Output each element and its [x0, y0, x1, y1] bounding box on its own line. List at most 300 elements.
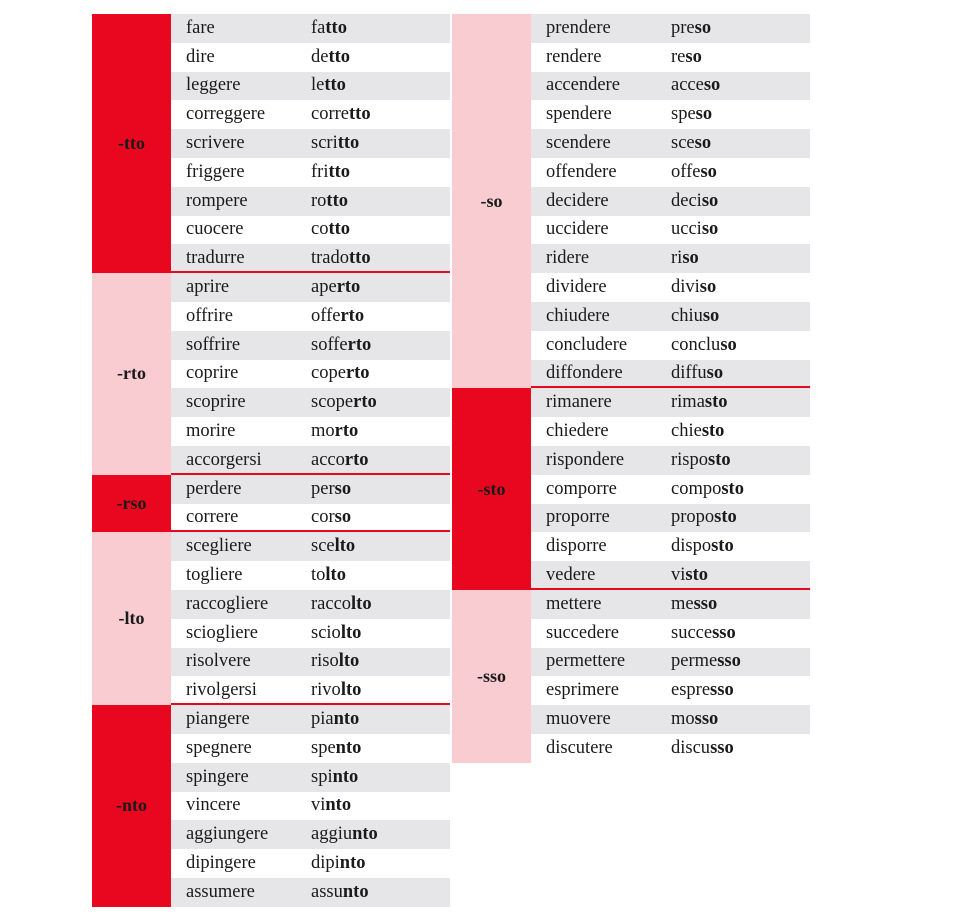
past-participle — [311, 680, 450, 701]
infinitive: soffrire — [186, 334, 241, 355]
participle-stem: co — [311, 219, 329, 240]
past-participle — [671, 536, 810, 557]
participle-ending: rto — [336, 277, 361, 298]
verb-row — [531, 619, 810, 648]
verb-row — [171, 302, 450, 331]
verb-row — [171, 590, 450, 619]
infinitive: diffondere — [546, 363, 623, 384]
infinitive: togliere — [186, 565, 243, 586]
participle-stem: sce — [671, 133, 695, 154]
verb-rows — [171, 273, 450, 475]
infinitive: spendere — [546, 104, 612, 125]
verb-row — [531, 100, 810, 129]
past-participle — [671, 277, 810, 298]
participle-stem: rivo — [311, 680, 341, 701]
infinitive: dire — [186, 46, 215, 67]
participle-ending: nto — [352, 824, 378, 845]
participle-ending: sto — [701, 421, 725, 442]
past-participle — [671, 421, 810, 442]
infinitive: scendere — [546, 133, 611, 154]
verb-row — [171, 129, 450, 158]
past-participle — [671, 306, 810, 327]
past-participle — [311, 75, 450, 96]
suffix-label: -sso — [452, 590, 531, 763]
infinitive: decidere — [546, 190, 609, 211]
infinitive: raccogliere — [186, 593, 269, 614]
participle-ending: sso — [694, 709, 719, 730]
infinitive: spegnere — [186, 737, 252, 758]
past-participle — [311, 277, 450, 298]
past-participle — [671, 450, 810, 471]
past-participle — [671, 18, 810, 39]
infinitive: correre — [186, 507, 239, 528]
participle-stem: scope — [311, 392, 354, 413]
infinitive: correggere — [186, 104, 266, 125]
participle-stem: me — [671, 593, 694, 614]
participle-ending: tto — [325, 17, 347, 38]
past-participle — [311, 219, 450, 240]
suffix-label: -sto — [452, 388, 531, 590]
past-participle — [671, 335, 810, 356]
verb-row — [171, 820, 450, 849]
participle-ending: so — [694, 133, 712, 154]
infinitive: dipingere — [186, 853, 256, 873]
infinitive: disporre — [546, 536, 607, 557]
past-participle — [311, 479, 450, 500]
infinitive: friggere — [186, 161, 245, 182]
infinitive: aprire — [186, 277, 230, 298]
participle-ending: rto — [340, 305, 365, 326]
participle-stem: mo — [311, 421, 335, 442]
participle-stem: espre — [671, 680, 711, 701]
participle-ending: sso — [717, 651, 741, 672]
infinitive: prendere — [546, 17, 611, 38]
infinitive: comporre — [546, 478, 617, 499]
past-participle — [671, 191, 810, 212]
participle-stem: cor — [311, 507, 335, 528]
participle-ending: so — [720, 334, 737, 355]
verb-row — [171, 763, 450, 792]
participle-stem: compo — [671, 478, 722, 499]
past-participle — [671, 709, 810, 730]
past-participle — [311, 162, 450, 183]
past-participle — [671, 219, 810, 240]
verb-row — [171, 100, 450, 129]
participle-stem: ucci — [671, 219, 702, 240]
verb-row — [531, 216, 810, 245]
infinitive: ridere — [546, 248, 590, 269]
participle-ending: so — [334, 507, 352, 528]
participle-ending: sso — [710, 680, 734, 701]
past-participle — [671, 507, 810, 528]
verb-rows — [171, 475, 450, 533]
participle-stem: fa — [311, 17, 326, 38]
participle-ending: nto — [325, 795, 352, 816]
infinitive: esprimere — [546, 680, 619, 701]
infinitive: morire — [186, 421, 236, 442]
verb-row — [171, 331, 450, 360]
participle-ending: tto — [337, 133, 360, 154]
participle-ending: nto — [342, 881, 369, 902]
past-participle — [311, 824, 450, 845]
infinitive: concludere — [546, 334, 628, 355]
participle-stem: riso — [311, 651, 339, 672]
verb-row — [171, 532, 450, 561]
participle-stem: dipi — [311, 853, 340, 873]
participle-ending: lto — [340, 622, 362, 643]
participle-stem: fri — [311, 161, 329, 182]
verb-row — [531, 388, 810, 417]
past-participle — [311, 565, 450, 586]
participle-ending: nto — [332, 766, 359, 787]
verb-rows — [171, 14, 450, 273]
past-participle — [311, 104, 450, 125]
past-participle — [671, 623, 810, 644]
infinitive: leggere — [186, 75, 241, 96]
past-participle — [671, 738, 810, 759]
verb-row — [171, 561, 450, 590]
participle-ending: sso — [693, 593, 718, 614]
participle-stem: per — [311, 478, 335, 499]
verb-row — [531, 446, 810, 475]
infinitive: scoprire — [186, 392, 246, 413]
participle-stem: cope — [311, 363, 346, 384]
participle-stem: ape — [311, 277, 337, 298]
participle-ending: so — [703, 75, 721, 96]
verb-row — [171, 14, 450, 43]
past-participle — [311, 133, 450, 154]
infinitive: fare — [186, 17, 215, 38]
verb-rows — [171, 532, 450, 705]
suffix-group-lto — [92, 532, 452, 705]
verb-row — [531, 504, 810, 533]
verb-row — [531, 676, 810, 705]
past-participle — [671, 594, 810, 615]
verb-row — [531, 705, 810, 734]
participle-stem: re — [671, 46, 686, 67]
participle-ending: so — [682, 248, 699, 269]
participle-ending: tto — [328, 46, 351, 67]
verb-row — [171, 705, 450, 734]
verb-row — [171, 619, 450, 648]
past-participle — [671, 392, 810, 413]
participle-stem: pia — [311, 709, 334, 730]
past-participle — [311, 709, 450, 730]
participle-ending: rto — [353, 392, 377, 413]
verb-row — [531, 532, 810, 561]
participle-stem: ro — [311, 190, 327, 211]
infinitive: rimanere — [546, 392, 612, 413]
participle-ending: tto — [328, 161, 351, 182]
verb-row — [171, 43, 450, 72]
infinitive: chiudere — [546, 305, 610, 326]
past-participle — [311, 594, 450, 615]
participle-stem: discu — [671, 737, 711, 758]
past-participle — [311, 651, 450, 672]
infinitive: assumere — [186, 881, 255, 902]
past-participle — [311, 392, 450, 413]
participle-stem: chie — [671, 421, 702, 442]
suffix-group-so — [452, 14, 812, 388]
verb-row — [171, 475, 450, 504]
infinitive: succedere — [546, 622, 619, 643]
participle-stem: succe — [671, 622, 713, 643]
infinitive: piangere — [186, 709, 250, 730]
participle-stem: rima — [671, 392, 705, 413]
participle-ending: so — [699, 277, 717, 298]
participle-ending: sso — [710, 737, 734, 758]
past-participle — [311, 507, 450, 528]
participle-ending: rto — [345, 363, 370, 384]
participle-stem: racco — [311, 593, 352, 614]
participle-ending: tto — [324, 75, 346, 96]
participle-stem: corre — [311, 104, 349, 125]
infinitive: scrivere — [186, 133, 245, 154]
suffix-group-sso — [452, 590, 812, 763]
suffix-label: -lto — [92, 532, 171, 705]
verb-row — [171, 849, 450, 878]
infinitive: tradurre — [186, 248, 245, 269]
verb-row — [171, 158, 450, 187]
participle-ending: nto — [335, 737, 362, 758]
participle-ending: tto — [349, 248, 371, 269]
verb-row — [171, 676, 450, 705]
participle-ending: lto — [334, 536, 356, 557]
past-participle — [311, 191, 450, 212]
verb-row — [171, 417, 450, 446]
participle-ending: so — [701, 190, 719, 211]
participle-ending: sto — [711, 536, 734, 557]
verb-row — [531, 360, 810, 389]
participle-stem: acco — [311, 449, 345, 470]
participle-stem: le — [311, 75, 325, 96]
participle-stem: pre — [671, 17, 695, 38]
verb-row — [171, 504, 450, 533]
participle-ending: lto — [351, 593, 372, 614]
infinitive: muovere — [546, 709, 611, 730]
past-participle — [311, 47, 450, 68]
participle-stem: dispo — [671, 536, 712, 557]
participle-stem: mo — [671, 709, 695, 730]
participle-ending: so — [702, 305, 720, 326]
past-participle — [671, 248, 810, 269]
participle-stem: aggiu — [311, 824, 353, 845]
past-participle — [311, 738, 450, 759]
infinitive: proporre — [546, 507, 610, 528]
verb-row — [531, 648, 810, 677]
infinitive: chiedere — [546, 421, 609, 442]
infinitive: permettere — [546, 651, 626, 672]
infinitive: accorgersi — [186, 449, 262, 470]
participle-stem: vi — [671, 565, 686, 586]
participle-ending: tto — [328, 219, 351, 240]
verb-row — [531, 734, 810, 763]
participle-stem: assu — [311, 881, 343, 902]
suffix-label: -rto — [92, 273, 171, 475]
infinitive: offendere — [546, 161, 617, 182]
past-participle — [311, 248, 450, 269]
suffix-group-sto — [452, 388, 812, 590]
verb-row — [171, 360, 450, 389]
participle-ending: so — [694, 17, 712, 38]
past-participle — [311, 306, 450, 327]
participle-stem: diffu — [671, 363, 707, 384]
verb-row — [531, 590, 810, 619]
infinitive: sciogliere — [186, 622, 258, 643]
infinitive: risolvere — [186, 651, 251, 672]
past-participle — [311, 536, 450, 557]
infinitive: vedere — [546, 565, 596, 586]
participle-ending: lto — [340, 680, 362, 701]
participle-ending: so — [700, 161, 717, 182]
participle-stem: spe — [311, 737, 336, 758]
infinitive: aggiungere — [186, 824, 269, 845]
verb-row — [531, 331, 810, 360]
participle-ending: tto — [326, 190, 348, 211]
past-participle — [671, 133, 810, 154]
past-participle — [311, 18, 450, 39]
participle-stem: acce — [671, 75, 704, 96]
participle-ending: sto — [721, 478, 744, 499]
participle-ending: nto — [339, 853, 366, 873]
infinitive: uccidere — [546, 219, 609, 240]
verb-row — [531, 129, 810, 158]
participle-ending: lto — [325, 565, 346, 586]
past-participle — [311, 421, 450, 442]
suffix-group-rso — [92, 475, 452, 533]
past-participle — [671, 162, 810, 183]
participle-ending: sso — [712, 622, 736, 643]
participle-stem: scri — [311, 133, 338, 154]
verb-row — [171, 72, 450, 101]
infinitive: scegliere — [186, 536, 252, 557]
suffix-group-tto — [92, 14, 452, 273]
suffix-group-nto — [92, 705, 452, 907]
participle-stem: propo — [671, 507, 715, 528]
participle-ending: so — [695, 104, 713, 125]
participle-stem: offe — [311, 305, 341, 326]
verb-row — [171, 446, 450, 475]
participle-ending: sto — [704, 392, 728, 413]
verb-row — [531, 43, 810, 72]
infinitive: mettere — [546, 593, 602, 614]
participle-ending: sto — [714, 507, 737, 528]
participle-stem: trado — [311, 248, 350, 269]
participle-stem: soffe — [311, 334, 348, 355]
verb-row — [531, 417, 810, 446]
participle-ending: rto — [334, 421, 359, 442]
participle-stem: sce — [311, 536, 335, 557]
participle-ending: so — [334, 478, 352, 499]
participle-ending: tto — [349, 104, 371, 125]
participle-stem: spi — [311, 766, 333, 787]
verb-row — [171, 273, 450, 302]
infinitive: perdere — [186, 478, 242, 499]
infinitive: dividere — [546, 277, 607, 298]
verb-rows — [531, 590, 810, 763]
verb-row — [171, 216, 450, 245]
verb-row — [531, 475, 810, 504]
verb-row — [171, 388, 450, 417]
infinitive: spingere — [186, 766, 249, 787]
participle-ending: rto — [347, 334, 372, 355]
past-participle — [311, 335, 450, 356]
participle-stem: perme — [671, 651, 718, 672]
participle-stem: scio — [311, 622, 341, 643]
participle-stem: deci — [671, 190, 702, 211]
participle-ending: so — [685, 46, 702, 67]
participle-stem: vi — [311, 795, 326, 816]
participle-stem: conclu — [671, 334, 721, 355]
verb-row — [531, 302, 810, 331]
infinitive: vincere — [186, 795, 241, 816]
verb-row — [531, 14, 810, 43]
right-column — [452, 14, 812, 763]
verb-row — [531, 187, 810, 216]
verb-row — [171, 734, 450, 763]
infinitive: discutere — [546, 737, 613, 758]
participle-ending: sto — [708, 449, 731, 470]
verb-rows — [531, 14, 810, 388]
infinitive: cuocere — [186, 219, 244, 240]
past-participle — [311, 450, 450, 471]
participle-stem: chiu — [671, 305, 703, 326]
verb-row — [171, 648, 450, 677]
past-participle — [311, 882, 450, 903]
suffix-label: -rso — [92, 475, 171, 533]
participle-ending: sto — [685, 565, 709, 586]
verb-row — [531, 72, 810, 101]
left-column — [92, 14, 452, 907]
infinitive: accendere — [546, 75, 620, 96]
infinitive: rivolgersi — [186, 680, 257, 701]
past-participle — [671, 651, 810, 672]
verb-row — [531, 561, 810, 590]
participle-ending: so — [701, 219, 719, 240]
participle-ending: so — [706, 363, 724, 384]
verb-row — [531, 244, 810, 273]
infinitive: coprire — [186, 363, 239, 384]
participle-stem: ri — [671, 248, 683, 269]
participle-stem: de — [311, 46, 329, 67]
participle-ending: rto — [344, 449, 369, 470]
past-participle — [311, 767, 450, 788]
verb-row — [171, 792, 450, 821]
past-participle — [671, 75, 810, 96]
participle-ending: nto — [333, 709, 360, 730]
past-participle — [671, 479, 810, 500]
verb-row — [531, 273, 810, 302]
infinitive: rompere — [186, 190, 248, 211]
past-participle — [671, 47, 810, 68]
past-participle — [671, 104, 810, 125]
verb-row — [531, 158, 810, 187]
participle-stem: spe — [671, 104, 696, 125]
suffix-group-rto — [92, 273, 452, 475]
verb-rows — [531, 388, 810, 590]
suffix-label: -nto — [92, 705, 171, 907]
participle-ending: lto — [338, 651, 360, 672]
past-participle — [671, 680, 810, 701]
past-participle — [671, 363, 810, 384]
infinitive: offrire — [186, 305, 233, 326]
suffix-label: -tto — [92, 14, 171, 273]
past-participle — [311, 795, 450, 816]
verb-rows — [171, 705, 450, 907]
infinitive: rendere — [546, 46, 602, 67]
past-participle — [311, 853, 450, 874]
past-participle — [311, 623, 450, 644]
